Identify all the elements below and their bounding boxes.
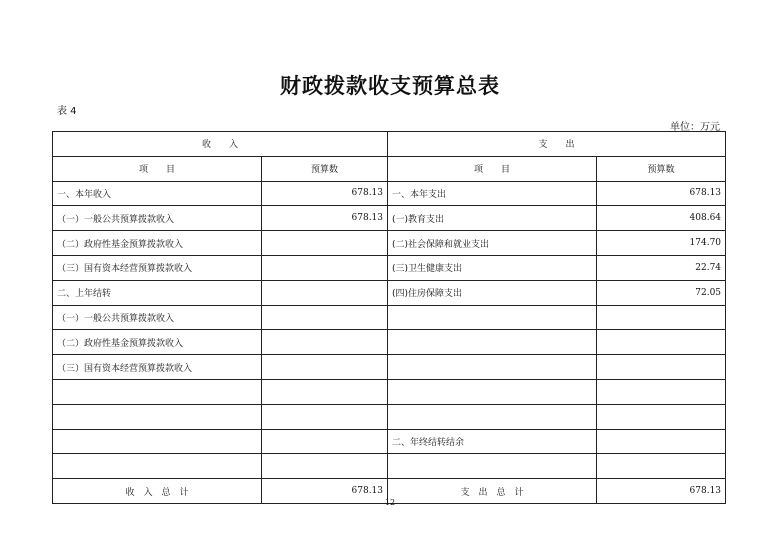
expense-item-header: 项 目 bbox=[388, 156, 597, 181]
income-value-cell bbox=[262, 255, 388, 280]
expense-item-cell: (一)教育支出 bbox=[388, 206, 597, 231]
expense-item-cell bbox=[388, 404, 597, 429]
expense-item-cell: (三)卫生健康支出 bbox=[388, 255, 597, 280]
income-item-cell: （三）国有资本经营预算拨款收入 bbox=[53, 255, 262, 280]
income-value-cell bbox=[262, 305, 388, 330]
expense-value-cell bbox=[597, 404, 726, 429]
column-header-row bbox=[53, 156, 726, 181]
table-row bbox=[53, 355, 726, 380]
income-value-cell bbox=[262, 454, 388, 479]
income-value-cell bbox=[262, 429, 388, 454]
expense-item-cell: 一、本年支出 bbox=[388, 181, 597, 206]
table-row bbox=[53, 454, 726, 479]
income-total-value: 678.13 bbox=[262, 479, 388, 504]
expense-item-cell bbox=[388, 305, 597, 330]
income-value-cell bbox=[262, 280, 388, 305]
expense-value-cell: 174.70 bbox=[597, 231, 726, 256]
table-row bbox=[53, 429, 726, 454]
expense-total-label: 支 出 总 计 bbox=[388, 479, 597, 504]
expense-item-cell: (二)社会保障和就业支出 bbox=[388, 231, 597, 256]
table-row bbox=[53, 231, 726, 256]
expense-item-cell bbox=[388, 355, 597, 380]
table-number: 表 4 bbox=[57, 106, 77, 117]
table-row bbox=[53, 181, 726, 206]
income-item-cell: 二、上年结转 bbox=[53, 280, 262, 305]
expense-value-cell: 22.74 bbox=[597, 255, 726, 280]
income-item-cell: （一）一般公共预算拨款收入 bbox=[53, 305, 262, 330]
expense-value-cell: 72.05 bbox=[597, 280, 726, 305]
income-item-cell: （一）一般公共预算拨款收入 bbox=[53, 206, 262, 231]
expense-budget-header: 预算数 bbox=[597, 156, 726, 181]
expense-total-value: 678.13 bbox=[597, 479, 726, 504]
income-budget-header: 预算数 bbox=[262, 156, 388, 181]
income-item-cell: 一、本年收入 bbox=[53, 181, 262, 206]
table-row bbox=[53, 280, 726, 305]
income-item-cell bbox=[53, 454, 262, 479]
income-value-cell bbox=[262, 355, 388, 380]
income-item-cell: （二）政府性基金预算拨款收入 bbox=[53, 231, 262, 256]
income-item-cell bbox=[53, 379, 262, 404]
expense-item-cell bbox=[388, 454, 597, 479]
expense-value-cell bbox=[597, 330, 726, 355]
expense-value-cell bbox=[597, 305, 726, 330]
table-row bbox=[53, 255, 726, 280]
document-title: 财政拨款收支预算总表 bbox=[280, 74, 500, 98]
income-value-cell bbox=[262, 330, 388, 355]
expense-value-cell bbox=[597, 454, 726, 479]
expense-value-cell: 408.64 bbox=[597, 206, 726, 231]
table-row bbox=[53, 206, 726, 231]
table-row bbox=[53, 330, 726, 355]
table-row bbox=[53, 404, 726, 429]
income-item-header: 项 目 bbox=[53, 156, 262, 181]
income-value-cell bbox=[262, 231, 388, 256]
unit-label: 单位：万元 bbox=[670, 122, 720, 133]
income-section-header: 收 入 bbox=[53, 132, 388, 157]
expense-item-cell: (四)住房保障支出 bbox=[388, 280, 597, 305]
table-row bbox=[53, 305, 726, 330]
expense-value-cell: 678.13 bbox=[597, 181, 726, 206]
income-item-cell bbox=[53, 404, 262, 429]
page-number: 12 bbox=[384, 498, 396, 507]
income-item-cell bbox=[53, 429, 262, 454]
income-item-cell: （三）国有资本经营预算拨款收入 bbox=[53, 355, 262, 380]
income-value-cell: 678.13 bbox=[262, 206, 388, 231]
expense-item-cell: 二、年终结转结余 bbox=[388, 429, 597, 454]
expense-item-cell bbox=[388, 330, 597, 355]
income-value-cell bbox=[262, 379, 388, 404]
expense-value-cell bbox=[597, 429, 726, 454]
expense-section-header: 支 出 bbox=[388, 132, 726, 157]
income-item-cell: （二）政府性基金预算拨款收入 bbox=[53, 330, 262, 355]
income-value-cell bbox=[262, 404, 388, 429]
income-total-label: 收 入 总 计 bbox=[53, 479, 262, 504]
income-value-cell: 678.13 bbox=[262, 181, 388, 206]
expense-value-cell bbox=[597, 355, 726, 380]
table-row bbox=[53, 379, 726, 404]
budget-summary-table bbox=[52, 131, 726, 504]
expense-value-cell bbox=[597, 379, 726, 404]
expense-item-cell bbox=[388, 379, 597, 404]
section-header-row bbox=[53, 132, 726, 157]
